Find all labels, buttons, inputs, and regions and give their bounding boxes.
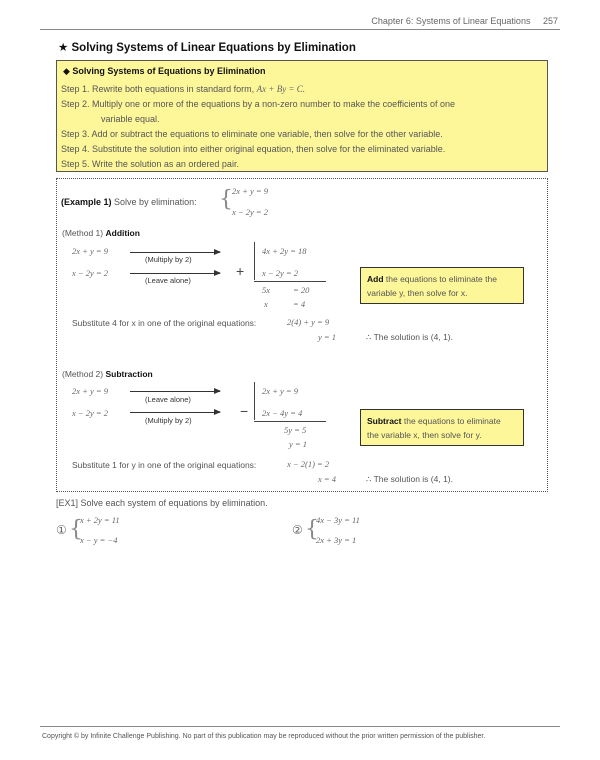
step-2: Step 2. Multiply one or more of the equations by a non-zero number to make the coefficients of one — [61, 99, 456, 109]
problem-2-eq1: 4x − 3y = 11 — [316, 515, 360, 525]
method1-sol-left: x — [264, 299, 268, 309]
method1-sol-right: = 4 — [293, 299, 306, 309]
problem-2-number: ② — [292, 523, 303, 537]
bracket-line — [254, 382, 255, 420]
method1-right-eq2: x − 2y = 2 — [262, 268, 299, 278]
method2-result1: 5y = 5 — [284, 425, 307, 435]
footer-rule — [40, 726, 560, 727]
method2-result2: y = 1 — [289, 439, 308, 449]
method1-label: (Method 1) — [62, 228, 104, 238]
method2-note-text2: the variable x, then solve for y. — [367, 430, 482, 440]
method1-substitute: Substitute 4 for x in one of the original equations: — [72, 318, 257, 328]
method2-left-eq2: x − 2y = 2 — [72, 408, 109, 418]
copyright-notice: Copyright © by Infinite Challenge Publishing. No part of this publication may be reproduced without the prior written permission of the publisher. — [42, 733, 486, 740]
method2-left-eq1: 2x + y = 9 — [72, 386, 109, 396]
method1-conclusion: ∴ The solution is (4, 1). — [366, 332, 453, 342]
method1-substitute-eq: 2(4) + y = 9 — [287, 317, 330, 327]
arrow-right-icon — [130, 391, 220, 392]
arrow-right-icon — [130, 412, 220, 413]
arrow-right-icon — [130, 273, 220, 274]
method1-note — [360, 267, 524, 304]
method2-right-eq1: 2x + y = 9 — [262, 386, 299, 396]
section-title: ★ Solving Systems of Linear Equations by Elimination — [58, 42, 356, 54]
problem-1-eq1: x + 2y = 11 — [80, 515, 120, 525]
header-rule — [40, 29, 560, 30]
steps-box-title: ◆ Solving Systems of Equations by Elimination — [63, 66, 266, 76]
method1-heading — [62, 228, 140, 238]
step-4: Step 4. Substitute the solution into either original equation, then solve for the eliminated variable. — [61, 144, 446, 154]
method2-arrow1-label: (Leave alone) — [145, 395, 191, 404]
method1-name: Addition — [105, 228, 140, 238]
method1-arrow2-label: (Leave alone) — [145, 276, 191, 285]
method1-sum-left: 5x — [262, 285, 271, 295]
method1-right-eq1: 4x + 2y = 18 — [262, 246, 307, 256]
example-label: (Example 1) — [61, 197, 112, 207]
arrow-right-icon — [130, 252, 220, 253]
chapter-title: Chapter 6: Systems of Linear Equations — [371, 16, 531, 26]
minus-operator: − — [240, 403, 249, 419]
method1-substitute-result: y = 1 — [318, 332, 337, 342]
method2-name: Subtraction — [105, 369, 153, 379]
method1-arrow1-label: (Multiply by 2) — [145, 255, 192, 264]
method1-left-eq1: 2x + y = 9 — [72, 246, 109, 256]
method2-label: (Method 2) — [62, 369, 104, 379]
page-number: 257 — [542, 16, 558, 26]
running-header — [371, 16, 558, 26]
method1-note-bold: Add — [367, 274, 384, 284]
method2-heading — [62, 369, 153, 379]
step-5: Step 5. Write the solution as an ordered pair. — [61, 159, 239, 169]
exercise-title: [EX1] Solve each system of equations by elimination. — [56, 498, 268, 508]
method2-right-eq2: 2x − 4y = 4 — [262, 408, 303, 418]
step-2-cont: variable equal. — [101, 114, 160, 124]
bracket-line — [254, 242, 255, 280]
standard-form: Ax + By = C. — [256, 84, 306, 94]
problem-1-number: ① — [56, 523, 67, 537]
example-brace: { — [219, 187, 233, 212]
sum-rule — [254, 281, 326, 282]
method2-substitute-result: x = 4 — [318, 474, 337, 484]
method1-sum-right: = 20 — [293, 285, 310, 295]
method2-substitute: Substitute 1 for y in one of the original equations: — [72, 460, 257, 470]
method2-note — [360, 409, 524, 446]
step-1-text: Step 1. Rewrite both equations in standard form, — [61, 84, 255, 94]
problem-2-eq2: 2x + 3y = 1 — [316, 535, 357, 545]
problem-1-brace: { — [69, 517, 83, 542]
difference-rule — [254, 421, 326, 422]
problem-1-eq2: x − y = −4 — [80, 535, 118, 545]
method2-substitute-eq: x − 2(1) = 2 — [287, 459, 330, 469]
method1-note-text2: variable y, then solve for x. — [367, 288, 468, 298]
example-eq1: 2x + y = 9 — [232, 186, 269, 196]
method1-left-eq2: x − 2y = 2 — [72, 268, 109, 278]
problem-2-brace: { — [305, 517, 319, 542]
method2-conclusion: ∴ The solution is (4, 1). — [366, 474, 453, 484]
example-heading — [61, 197, 197, 207]
plus-operator: + — [236, 263, 245, 279]
method1-note-text1: the equations to eliminate the — [385, 274, 497, 284]
steps-box — [56, 60, 548, 172]
step-1 — [61, 83, 305, 95]
method2-note-bold: Subtract — [367, 416, 402, 426]
method2-note-text1: the equations to eliminate — [403, 416, 501, 426]
example-eq2: x − 2y = 2 — [232, 207, 269, 217]
step-3: Step 3. Add or subtract the equations to eliminate one variable, then solve for the other variable. — [61, 129, 443, 139]
method2-arrow2-label: (Multiply by 2) — [145, 416, 192, 425]
example-prompt: Solve by elimination: — [114, 197, 197, 207]
